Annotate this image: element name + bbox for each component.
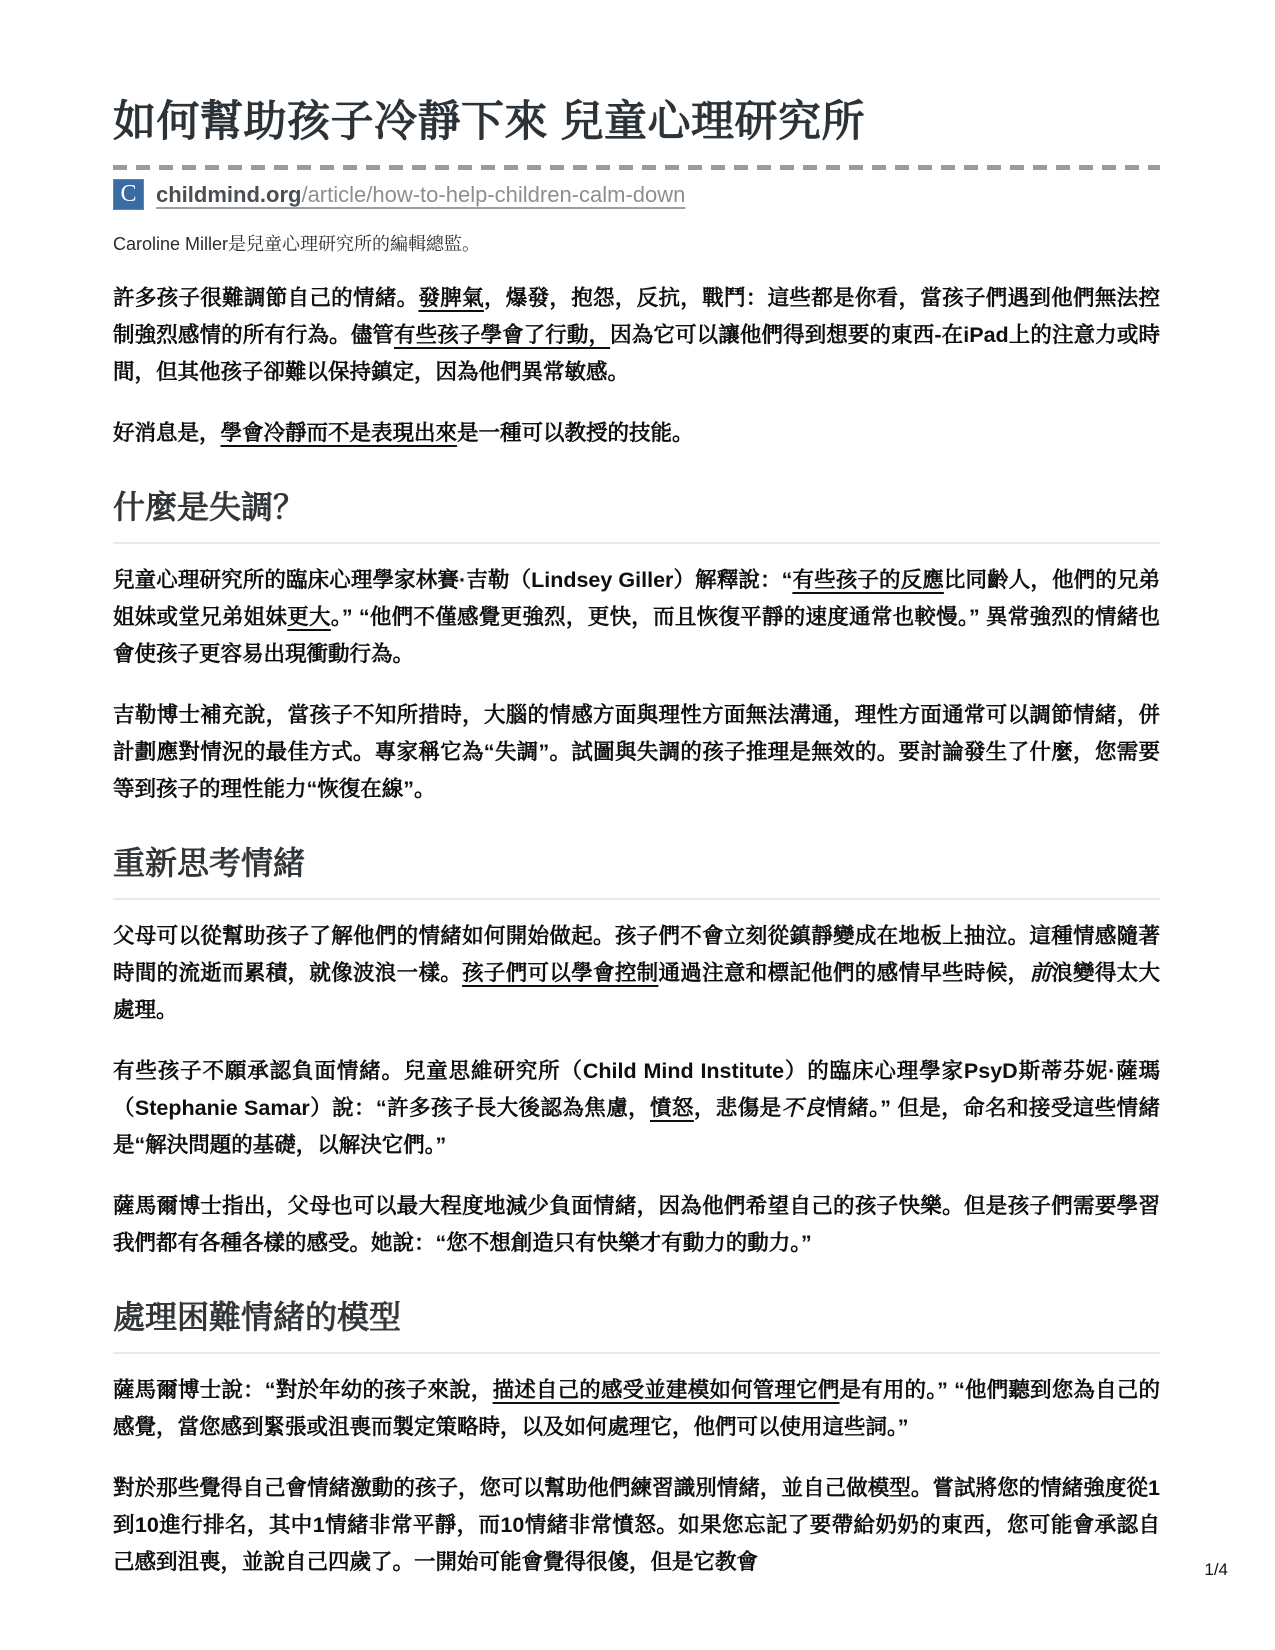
document-page [113,98,1160,1605]
paragraph [113,280,1160,391]
section-heading: 處理困難情緒的模型 [113,1296,1160,1354]
paragraph [113,1053,1160,1164]
page-title: 如何幫助孩子冷靜下來 兒童心理研究所 [113,98,865,146]
article-body [113,280,1160,1581]
text-run: 許多孩子很難調節自己的情緒。 [113,286,419,311]
text-link[interactable]: 學會冷靜而不是表現出來 [220,421,458,446]
text-run: 通過注意和標記他們的感情早些時候， [658,961,1030,986]
section-heading: 什麼是失調？ [113,486,1160,544]
text-link[interactable]: 發脾氣 [418,286,484,311]
text-run: 好消息是， [113,421,221,446]
paragraph [113,1372,1160,1446]
text-link[interactable]: 孩子們可以學會控制 [462,961,659,986]
italic-text: 前 [1029,961,1052,986]
text-run: ，爆發，抱怨，反抗，戰鬥：這些都是你看，當孩子們遇到他們無法控制強烈感情的所有行為。儘管 [113,286,1160,348]
text-run: 有些孩子不願承認負面情緒。兒童思維研究所（Child Mind Institute）的臨床心理學家PsyD斯蒂芬妮·薩瑪（Stephanie Samar）說：“許多孩子長大後認為焦慮， [113,1059,1160,1121]
section-heading: 重新思考情緒 [113,842,1160,900]
paragraph [113,1470,1160,1581]
source-url-link[interactable] [156,182,685,208]
paragraph [113,562,1160,673]
text-run: 比同齡人，他們的兄弟姐妹或堂兄弟姐妹 [113,568,1160,630]
text-run: 薩馬爾博士指出，父母也可以最大程度地減少負面情緒，因為他們希望自己的孩子快樂。但是孩子們需要學習我們都有各種各樣的感受。她說：“您不想創造只有快樂才有動力的動力。” [113,1194,1160,1256]
url-path: /article/how-to-help-children-calm-down [301,181,686,207]
text-run: 兒童心理研究所的臨床心理學家林賽·吉勒（Lindsey Giller）解釋說：“ [113,568,793,593]
paragraph [113,1188,1160,1262]
text-link[interactable]: 描述自己的感受並建模如何管理它們 [492,1378,840,1403]
text-run: 對於那些覺得自己會情緒激動的孩子，您可以幫助他們練習識別情緒，並自己做模型。嘗試將您的情緒強度從1到10進行排名，其中1情緒非常平靜，而10情緒非常憤怒。如果您忘記了要帶給奶奶的東西，您可能會承認自己感到沮喪，並說自己四歲了。一開始可能會覺得很傻，但是它教會 [113,1476,1160,1575]
url-domain: childmind.org [156,181,302,207]
italic-text: 不良 [781,1096,826,1121]
text-run: 因為它可以讓他們得到想要的東西-在iPad上的注意力或時間，但其他孩子卻難以保持鎮定，因為他們異常敏感。 [113,323,1160,385]
text-run: 。” “他們不僅感覺更強烈，更快，而且恢復平靜的速度通常也較慢。” 異常強烈的情緒也會使孩子更容易出現衝動行為。 [113,605,1160,667]
author-byline: Caroline Miller是兒童心理研究所的編輯總監。 [113,234,481,255]
source-url-row [113,179,1160,210]
text-link[interactable]: 有些孩子學會了行動， [394,323,611,348]
text-run: 情緒。” 但是，命名和接受這些情緒是“解決問題的基礎，以解決它們。” [113,1096,1160,1158]
text-run: 薩馬爾博士說：“對於年幼的孩子來說， [113,1378,493,1403]
site-favicon-icon: C [113,179,144,210]
dashed-divider [113,165,1160,170]
paragraph [113,918,1160,1029]
text-run: 父母可以從幫助孩子了解他們的情緒如何開始做起。孩子們不會立刻從鎮靜變成在地板上抽泣。這種情感隨著時間的流逝而累積，就像波浪一樣。 [113,924,1160,986]
paragraph [113,415,1160,452]
text-run: 吉勒博士補充說，當孩子不知所措時，大腦的情感方面與理性方面無法溝通，理性方面通常可以調節情緒，併計劃應對情況的最佳方式。專家稱它為“失調”。試圖與失調的孩子推理是無效的。要討論發生了什麼，您需要等到孩子的理性能力“恢復在線”。 [113,703,1160,802]
text-link[interactable]: 有些孩子的反應 [792,568,944,593]
text-run: 是有用的。” “他們聽到您為自己的感覺，當您感到緊張或沮喪而製定策略時，以及如何處理它，他們可以使用這些詞。” [113,1378,1160,1440]
page-number: 1/4 [1204,1560,1228,1579]
text-run: 是一種可以教授的技能。 [457,421,694,446]
paragraph [113,697,1160,808]
text-link[interactable]: 憤怒 [650,1096,694,1121]
text-run: ，悲傷是 [693,1096,782,1121]
text-link[interactable]: 更大 [287,605,331,630]
text-run: 浪變得太大處理。 [113,961,1160,1023]
